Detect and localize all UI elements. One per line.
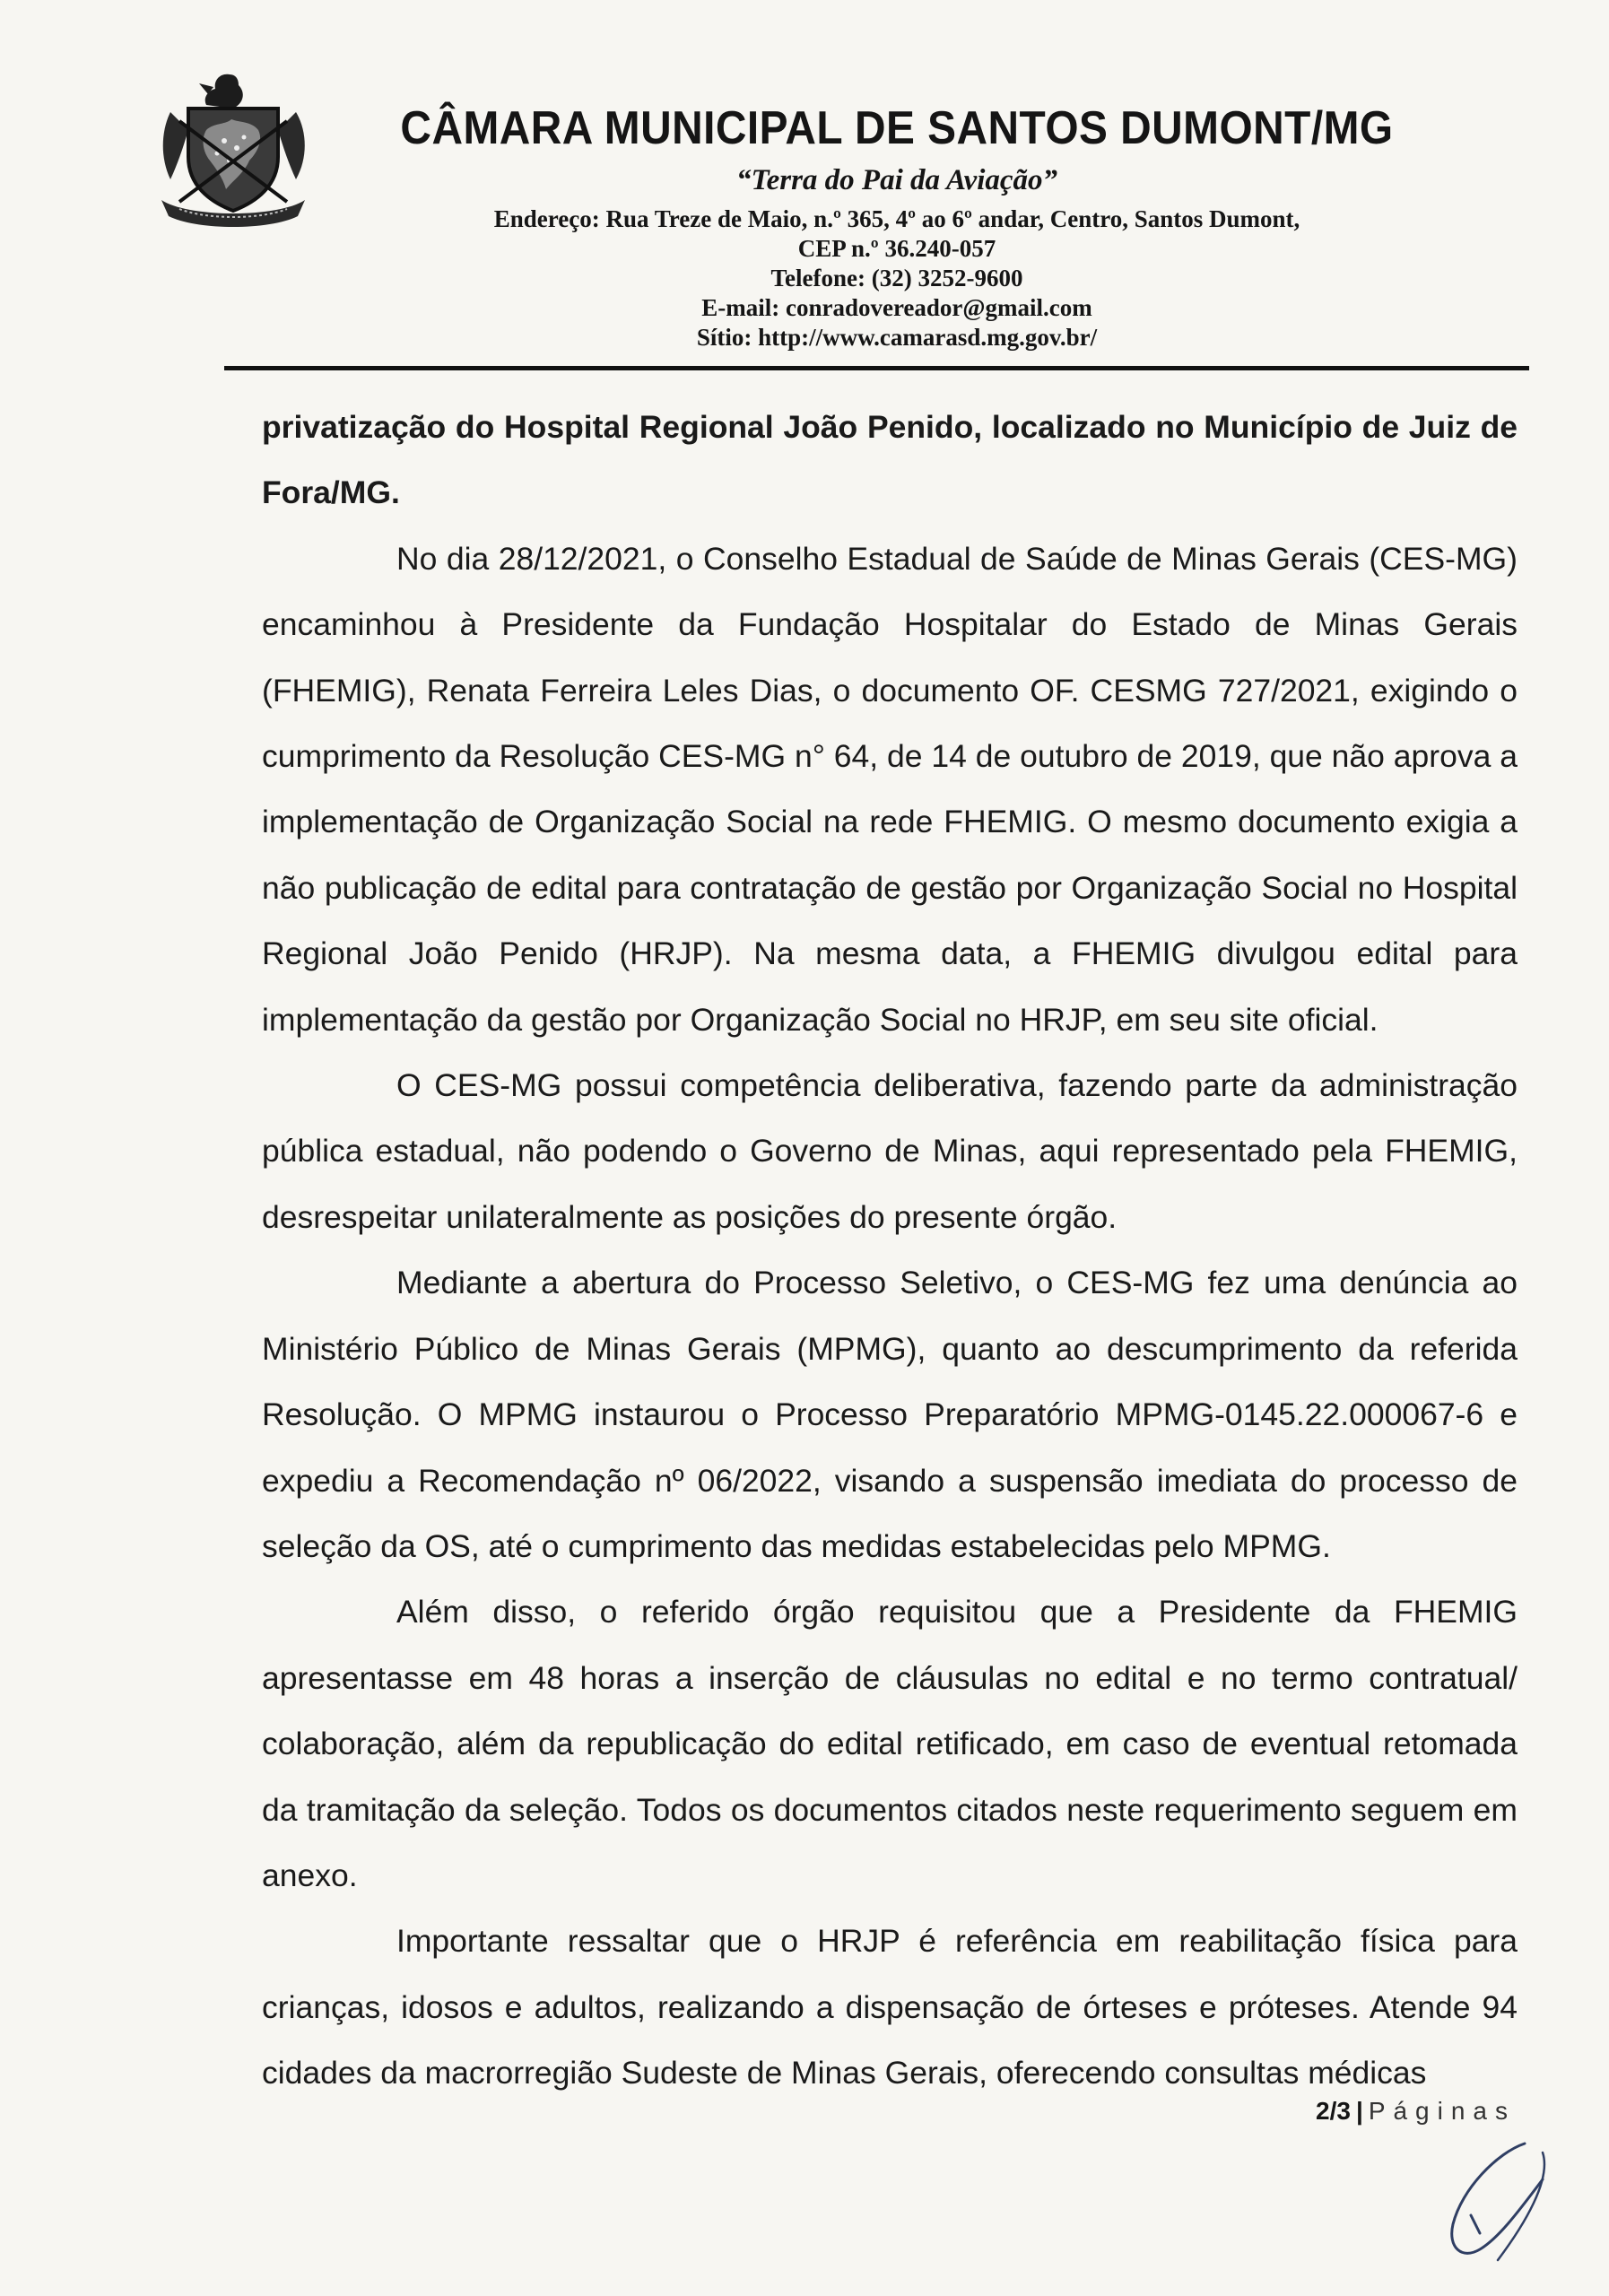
- page-number: 2/3: [1316, 2097, 1351, 2125]
- paragraph: Importante ressaltar que o HRJP é referência em reabilitação física para crianças, idosos e adultos, realizando a dispensação de órteses e próteses. Atende 94 cidades da macrorregião Sudeste de Minas Gerais, oferecendo consultas médicas: [262, 1923, 1518, 2092]
- letterhead: [224, 100, 1570, 352]
- postal-code: CEP n.º 36.240-057: [797, 235, 996, 262]
- paragraph: privatização do Hospital Regional João Penido, localizado no Município de Juiz de Fora/MG.: [262, 409, 1518, 511]
- institution-title: CÂMARA MUNICIPAL DE SANTOS DUMONT/MG: [400, 102, 1394, 154]
- institution-motto: “Terra do Pai da Aviação”: [735, 164, 1058, 196]
- paragraph: No dia 28/12/2021, o Conselho Estadual de Saúde de Minas Gerais (CES-MG) encaminhou à Presidente da Fundação Hospitalar do Estado de Minas Gerais (FHEMIG), Renata Ferreira Leles Dias, o documento OF. CESMG 727/2021, exigindo o cumprimento da Resolução CES-MG n° 64, de 14 de outubro de 2019, que não aprova a implementação de Organização Social na rede FHEMIG. O mesmo documento exigia a não publicação de edital para contratação de gestão por Organização Social no Hospital Regional João Penido (HRJP). Na mesma data, a FHEMIG divulgou edital para implementação da gestão por Organização Social no HRJP, em seu site oficial.: [262, 540, 1518, 1038]
- paragraph: Mediante a abertura do Processo Seletivo, o CES-MG fez uma denúncia ao Ministério Público de Minas Gerais (MPMG), quanto ao descumprimento da referida Resolução. O MPMG instaurou o Processo Preparatório MPMG-0145.22.000067-6 e expediu a Recomendação nº 06/2022, visando a suspensão imediata do processo de seleção da OS, até o cumprimento das medidas estabelecidas pelo MPMG.: [262, 1265, 1518, 1564]
- paragraph: O CES-MG possui competência deliberativa, fazendo parte da administração pública estadual, não podendo o Governo de Minas, aqui representado pela FHEMIG, desrespeitar unilateralmente as posições do presente órgão.: [262, 1067, 1518, 1235]
- header-divider: [224, 366, 1529, 370]
- page-footer: [1247, 2097, 1516, 2126]
- footer-separator: |: [1355, 2097, 1363, 2125]
- website-line: Sítio: http://www.camarasd.mg.gov.br/: [696, 324, 1098, 351]
- email-line: E-mail: conradovereador@gmail.com: [701, 294, 1092, 321]
- pages-label: Páginas: [1368, 2097, 1516, 2125]
- phone-line: Telefone: (32) 3252-9600: [770, 265, 1023, 291]
- paragraph: Além disso, o referido órgão requisitou que a Presidente da FHEMIG apresentasse em 48 horas a inserção de cláusulas no edital e no termo contratual/ colaboração, além da republicação do edital retificado, em caso de eventual retomada da tramitação da seleção. Todos os documentos citados neste requerimento seguem em anexo.: [262, 1594, 1518, 1893]
- document-body: [262, 395, 1518, 2107]
- handwritten-signature-icon: [1417, 2126, 1596, 2287]
- address-line: Endereço: Rua Treze de Maio, n.º 365, 4º ao 6º andar, Centro, Santos Dumont,: [493, 205, 1300, 232]
